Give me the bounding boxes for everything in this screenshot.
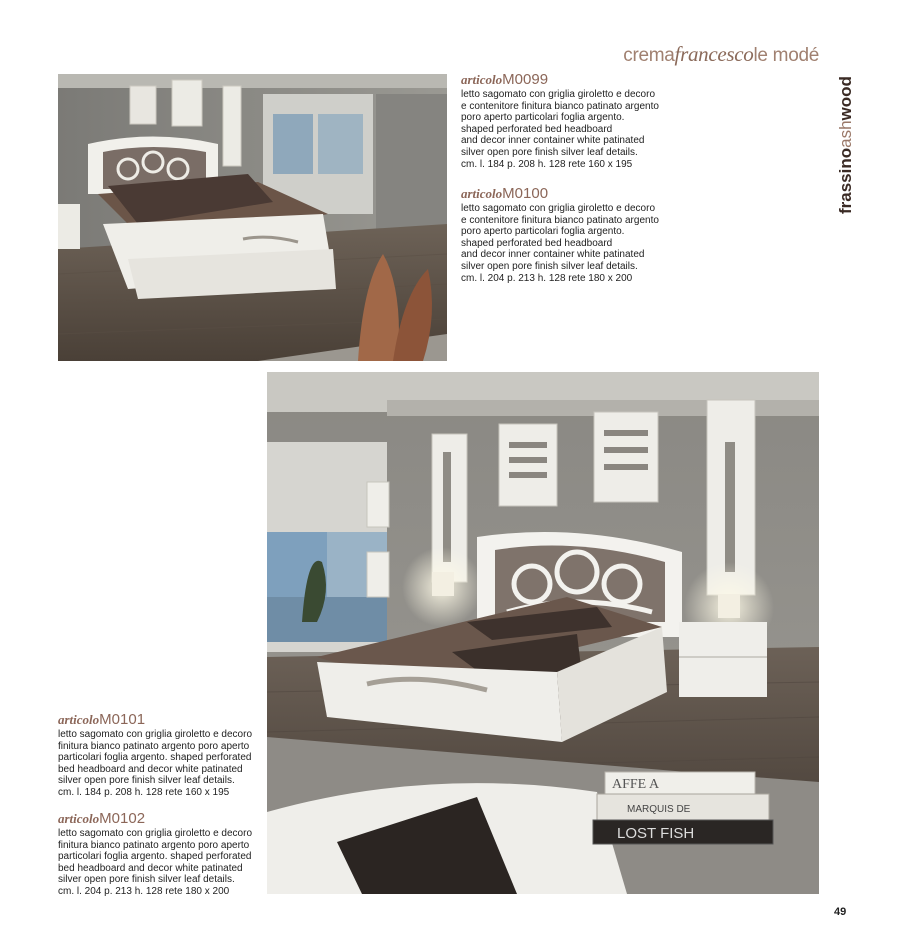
page-number: 49: [834, 906, 847, 918]
book-title-2: MARQUIS DE: [627, 804, 691, 815]
article-description: letto sagomato con griglia giroletto e decoro e contenitore finitura bianco patinato argento poro aperto particolari foglia argento. shaped perforated bed headboard and decor inner container white patinated silver open pore finish silver leaf details. cm. l. 204 p. 213 h. 128 rete 180 x 200: [461, 203, 659, 284]
article-description: letto sagomato con griglia giroletto e decoro finitura bianco patinato argento poro aperto particolari foglia argento. shaped perforated bed headboard and decor white patinated silver open pore finish silver leaf details. cm. l. 184 p. 208 h. 128 rete 160 x 195: [58, 729, 253, 798]
article-number: M0100: [502, 185, 549, 202]
collection-label-part-1: frassino: [836, 147, 855, 214]
bedroom-photo-storage-bed: [58, 74, 447, 361]
article-code: [461, 72, 661, 88]
article-description: letto sagomato con griglia giroletto e decoro e contenitore finitura bianco patinato argento poro aperto particolari foglia argento. shaped perforated bed headboard and decor inner container white patinated silver open pore finish silver leaf details. cm. l. 184 p. 208 h. 128 rete 160 x 195: [461, 89, 659, 170]
brand-part-2: francesco: [674, 42, 754, 66]
collection-label-part-2: ash: [836, 120, 855, 148]
article-prefix: articolo: [58, 811, 100, 826]
article-code: [58, 712, 263, 728]
article-m0102: [58, 811, 263, 898]
article-m0101: [58, 712, 263, 799]
article-prefix: articolo: [58, 712, 100, 727]
article-code: [58, 811, 263, 827]
article-m0099: [461, 72, 661, 170]
article-number: M0099: [502, 71, 549, 88]
collection-label-part-3: wood: [836, 76, 855, 121]
collection-label: [836, 76, 856, 214]
article-description: letto sagomato con griglia giroletto e decoro finitura bianco patinato argento poro aperto particolari foglia argento. shaped perforated bed headboard and decor white patinated silver open pore finish silver leaf details. cm. l. 204 p. 213 h. 128 rete 180 x 200: [58, 828, 253, 897]
article-prefix: articolo: [461, 72, 503, 87]
brand-part-1: crema: [623, 45, 675, 66]
bedroom-photo-main: [267, 372, 819, 894]
article-number: M0102: [99, 810, 146, 827]
book-title-1: LOST FISH: [617, 825, 695, 842]
book-title-3: AFFE A: [612, 777, 660, 792]
article-number: M0101: [99, 711, 146, 728]
brand-logo: [623, 42, 819, 67]
article-code: [461, 186, 661, 202]
article-prefix: articolo: [461, 186, 503, 201]
article-m0100: [461, 186, 661, 284]
brand-part-3: le modé: [753, 45, 819, 66]
